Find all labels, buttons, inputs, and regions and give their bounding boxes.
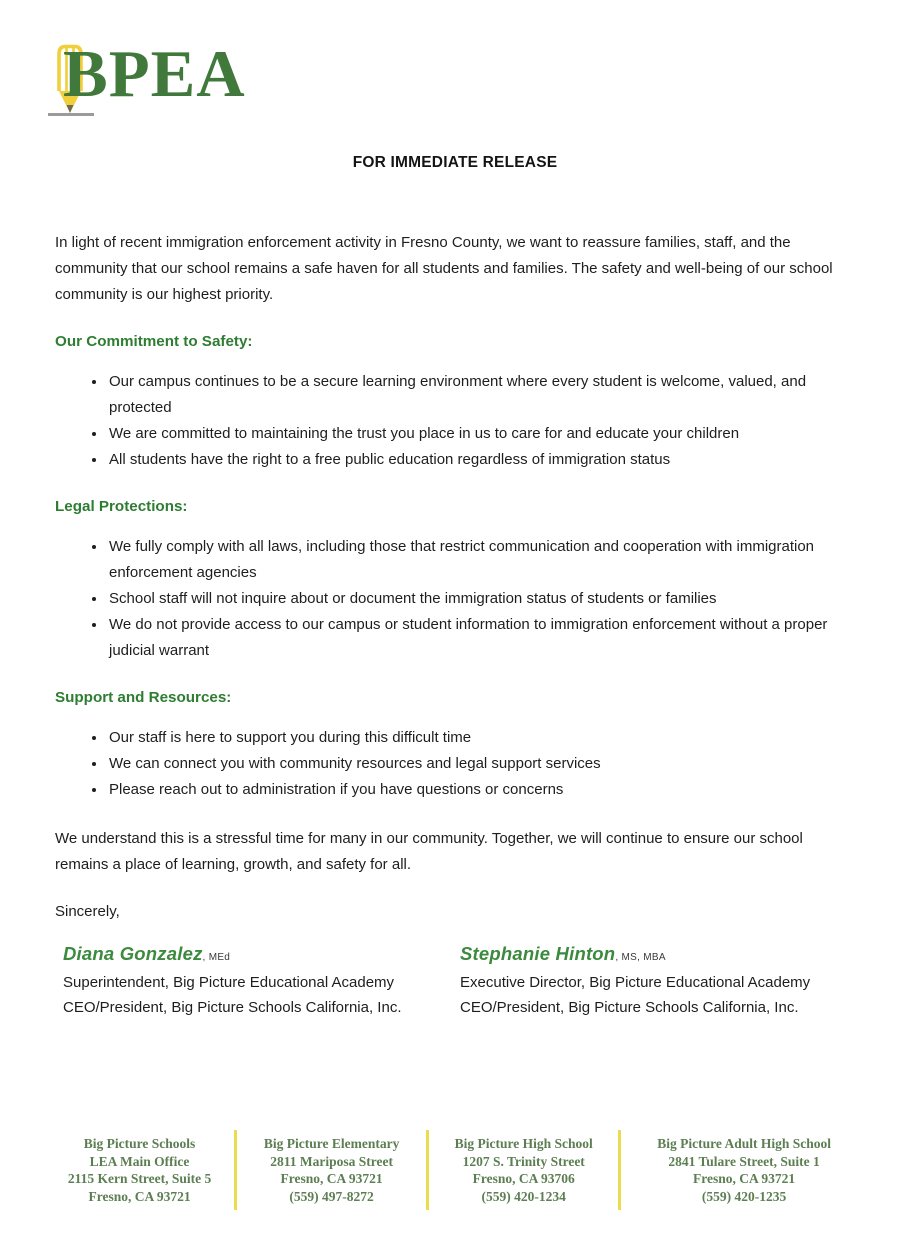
bpea-logo	[55, 37, 355, 120]
logo-text: BPEA	[63, 37, 246, 111]
footer-line: 1207 S. Trinity Street	[462, 1153, 585, 1169]
footer-line: 2841 Tulare Street, Suite 1	[668, 1153, 820, 1169]
footer-locations	[45, 1130, 867, 1210]
footer-line: Big Picture Schools	[83, 1136, 196, 1151]
signature-name-line	[460, 941, 855, 970]
bullet-item: • Our staff is here to support you during this difficult time	[107, 725, 855, 751]
signature-title: CEO/President, Big Picture Schools California, Inc.	[63, 999, 402, 1016]
press-release-page	[0, 37, 907, 1242]
signature-name: Stephanie Hinton	[460, 943, 616, 964]
bullet-item: • We fully comply with all laws, including those that restrict communication and cooperation with immigration enforcement agencies	[107, 534, 855, 586]
footer-line: Big Picture Elementary	[263, 1136, 400, 1151]
bullet-item: • Please reach out to administration if you have questions or concerns	[107, 777, 855, 803]
signature-block	[55, 941, 855, 1020]
bullet-item: • We can connect you with community resources and legal support services	[107, 751, 855, 777]
section-heading-support: Support and Resources:	[55, 689, 232, 706]
footer-line: Big Picture High School	[454, 1136, 593, 1151]
bullet-item: • We do not provide access to our campus or student information to immigration enforcement without a proper judicial warrant	[107, 612, 855, 664]
footer-line: Fresno, CA 93721	[88, 1188, 191, 1204]
signature-name: Diana Gonzalez	[63, 943, 203, 964]
section-commitment	[55, 333, 855, 473]
section-heading-commitment: Our Commitment to Safety:	[55, 333, 253, 350]
section-support	[55, 689, 855, 803]
footer-location-adult-high-school	[618, 1130, 867, 1210]
signature-stephanie-hinton	[460, 941, 855, 1020]
signature-title: CEO/President, Big Picture Schools California, Inc.	[460, 999, 799, 1016]
support-bullet-list	[55, 725, 855, 803]
footer-line: Big Picture Adult High School	[657, 1136, 831, 1151]
footer-line: (559) 420-1235	[701, 1188, 787, 1204]
bullet-item: • All students have the right to a free public education regardless of immigration status	[107, 447, 855, 473]
signature-credentials: , MS, MBA	[615, 952, 666, 963]
section-heading-legal: Legal Protections:	[55, 498, 188, 515]
signature-title: Executive Director, Big Picture Educational Academy	[460, 974, 811, 991]
commitment-bullet-list	[55, 369, 855, 473]
footer-location-lea-main-office	[45, 1130, 234, 1210]
signature-name-line	[63, 941, 460, 970]
footer-line: Fresno, CA 93706	[472, 1171, 575, 1186]
footer-location-high-school	[426, 1130, 618, 1210]
footer-line: (559) 497-8272	[289, 1188, 374, 1204]
closing-paragraph: We understand this is a stressful time for many in our community. Together, we will continue to ensure our school remains a place of learning, growth, and safety for all.	[55, 830, 803, 873]
footer-location-elementary	[234, 1130, 426, 1210]
bullet-item: • We are committed to maintaining the trust you place in us to care for and educate your children	[107, 421, 855, 447]
bullet-item: • Our campus continues to be a secure learning environment where every student is welcome, valued, and protected	[107, 369, 855, 421]
legal-bullet-list	[55, 534, 855, 664]
bullet-item: • School staff will not inquire about or document the immigration status of students or families	[107, 586, 855, 612]
footer-line: 2811 Mariposa Street	[270, 1153, 393, 1169]
footer-line: Fresno, CA 93721	[693, 1171, 796, 1186]
signature-diana-gonzalez	[55, 941, 460, 1020]
release-line: FOR IMMEDIATE RELEASE	[352, 154, 558, 171]
intro-paragraph: In light of recent immigration enforcement activity in Fresno County, we want to reassure families, staff, and the community that our school remains a safe haven for all students and families. The safety and well-being of our school community is our highest priority.	[55, 234, 833, 303]
section-legal	[55, 498, 855, 664]
footer-line: (559) 420-1234	[481, 1188, 566, 1204]
footer-line: Fresno, CA 93721	[280, 1171, 383, 1186]
signature-credentials: , MEd	[202, 952, 231, 963]
footer-line: 2115 Kern Street, Suite 5	[67, 1171, 212, 1186]
footer-line: LEA Main Office	[89, 1153, 190, 1169]
signature-title: Superintendent, Big Picture Educational Academy	[63, 974, 395, 991]
signoff: Sincerely,	[55, 903, 120, 920]
